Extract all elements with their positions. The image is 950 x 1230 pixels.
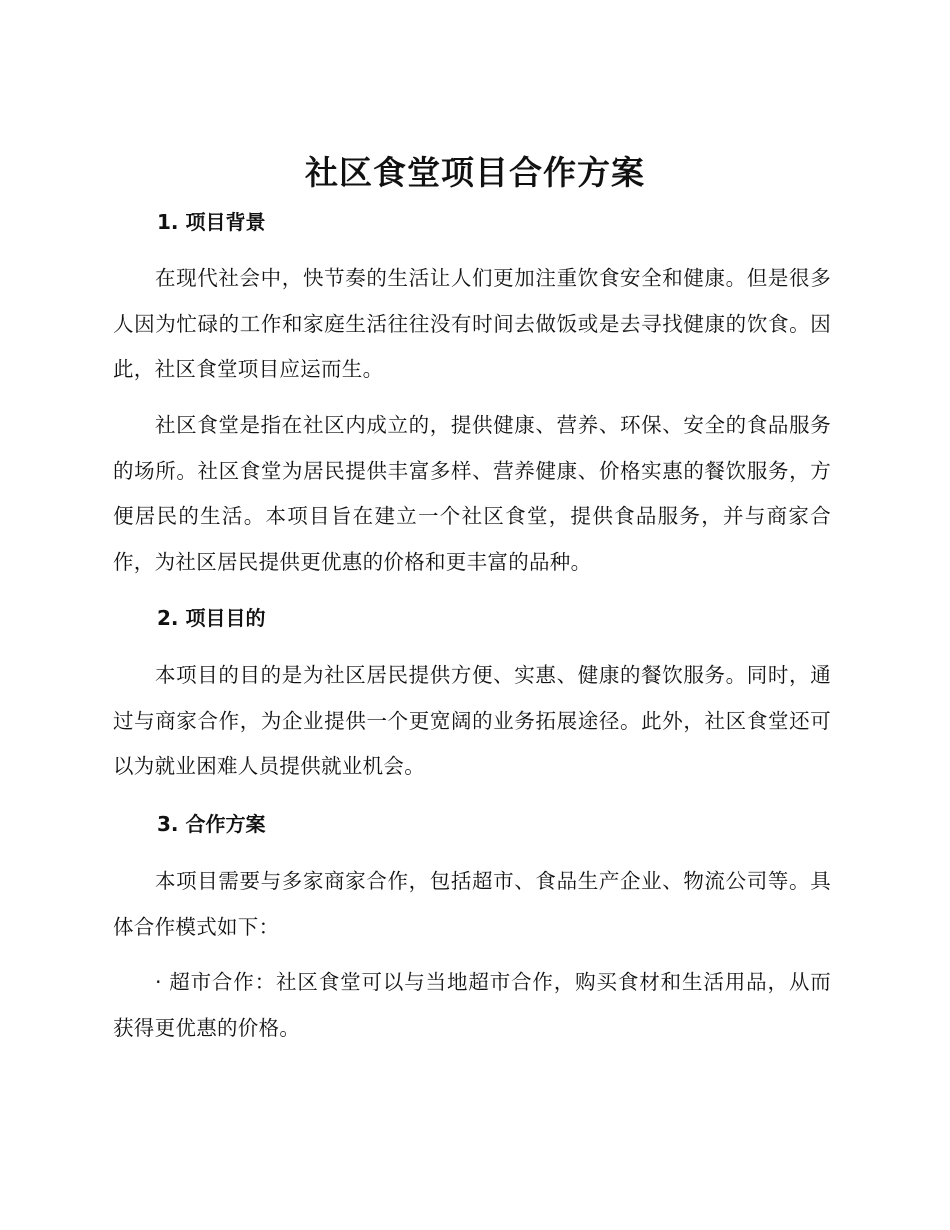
section-heading-purpose: 2. 项目目的 (157, 606, 266, 630)
paragraph-cooperation-1: 本项目需要与多家商家合作，包括超市、食品生产企业、物流公司等。具体合作模式如下： (113, 869, 831, 939)
paragraph-background-1: 在现代社会中，快节奏的生活让人们更加注重饮食安全和健康。但是很多人因为忙碌的工作和家庭生活往往没有时间去做饭或是去寻找健康的饮食。因此，社区食堂项目应运而生。 (113, 266, 831, 381)
document-title: 社区食堂项目合作方案 (305, 153, 645, 192)
paragraph-background-2: 社区食堂是指在社区内成立的，提供健康、营养、环保、安全的食品服务的场所。社区食堂为居民提供丰富多样、营养健康、价格实惠的餐饮服务，方便居民的生活。本项目旨在建立一个社区食堂，提供食品服务，并与商家合作，为社区居民提供更优惠的价格和更丰富的品种。 (113, 413, 831, 574)
section-heading-cooperation: 3. 合作方案 (157, 812, 266, 836)
paragraph-purpose-1: 本项目的目的是为社区居民提供方便、实惠、健康的餐饮服务。同时，通过与商家合作，为企业提供一个更宽阔的业务拓展途径。此外，社区食堂还可以为就业困难人员提供就业机会。 (113, 663, 831, 778)
paragraph-cooperation-supermarket: · 超市合作：社区食堂可以与当地超市合作，购买食材和生活用品，从而获得更优惠的价格。 (113, 970, 831, 1040)
section-heading-background: 1. 项目背景 (157, 210, 266, 234)
